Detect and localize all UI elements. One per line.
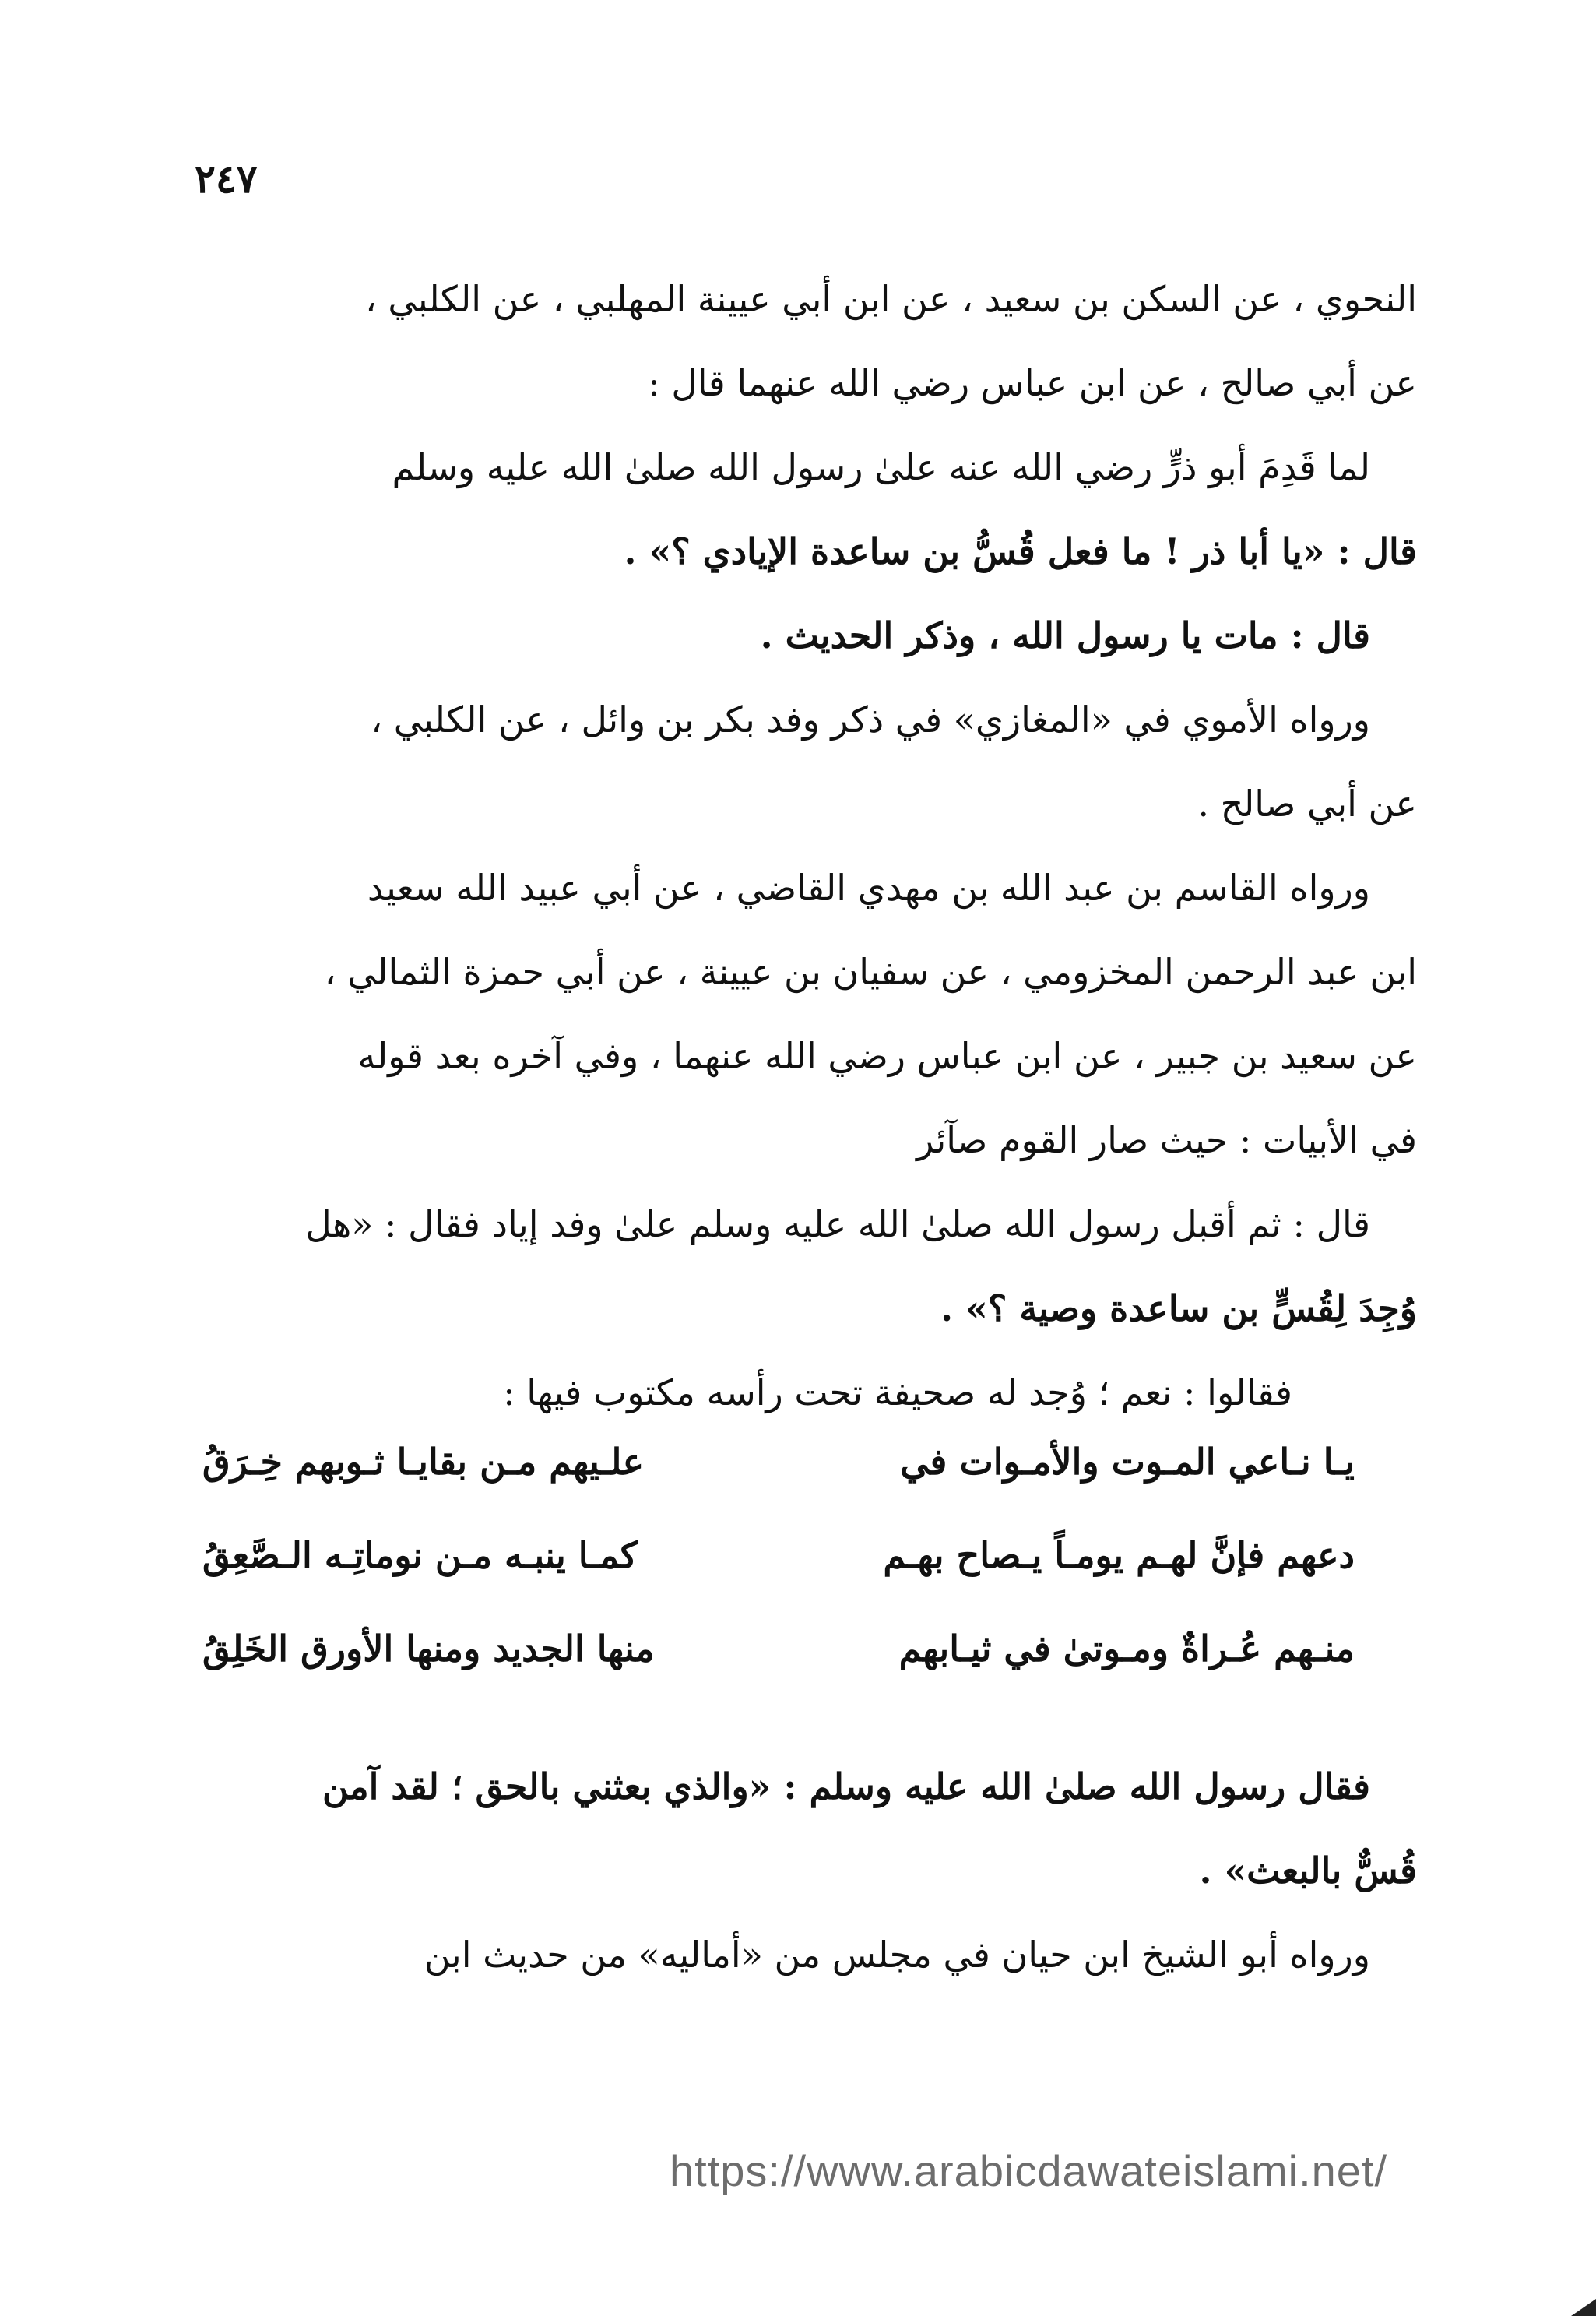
verse-first-hemistich: منـهم عُـراةٌ ومـوتىٰ في ثيـابهم xyxy=(898,1628,1355,1670)
verse-second-hemistich: منها الجديد ومنها الأورق الخَلِقُ xyxy=(202,1628,655,1670)
text-line: فقال رسول الله صلىٰ الله عليه وسلم : «والذي بعثني بالحق ؛ لقد آمن xyxy=(322,1765,1370,1807)
poem-verse xyxy=(202,1441,1417,1534)
text-line: لما قَدِمَ أبو ذرٍّ رضي الله عنه علىٰ رسول الله صلىٰ الله عليه وسلم xyxy=(392,446,1370,488)
closing-text xyxy=(171,1744,1417,1997)
poem-verse xyxy=(202,1534,1417,1628)
main-text xyxy=(195,257,1417,1434)
page-number: ٢٤٧ xyxy=(195,156,258,202)
text-line: ورواه القاسم بن عبد الله بن مهدي القاضي ، عن أبي عبيد الله سعيد xyxy=(367,867,1370,909)
poem-verse xyxy=(202,1628,1417,1721)
text-line: ابن عبد الرحمن المخزومي ، عن سفيان بن عيينة ، عن أبي حمزة الثمالي ، xyxy=(324,951,1417,993)
text-line: في الأبيات : حيث صار القوم صآئر xyxy=(916,1119,1417,1161)
watermark-url: https://www.arabicdawateislami.net/ xyxy=(670,2146,1388,2195)
text-line: ورواه الأموي في «المغازي» في ذكر وفد بكر بن وائل ، عن الكلبي ، xyxy=(371,699,1370,741)
text-line: وُجِدَ لِقُسٍّ بن ساعدة وصية ؟» . xyxy=(940,1287,1417,1329)
text-line: عن أبي صالح . xyxy=(1197,783,1417,825)
text-line: قال : «يا أبا ذر ! ما فعل قُسُّ بن ساعدة الإيادي ؟» . xyxy=(624,530,1417,572)
verse-first-hemistich: دعهم فإنَّ لهـم يومـاً يـصاح بهـم xyxy=(883,1534,1355,1576)
text-line: عن أبي صالح ، عن ابن عباس رضي الله عنهما قال : xyxy=(648,362,1417,404)
verse-first-hemistich: يـا نـاعي المـوت والأمـوات في xyxy=(900,1441,1355,1483)
text-line: قُسٌّ بالبعث» . xyxy=(1199,1850,1417,1892)
text-line: قال : ثم أقبل رسول الله صلىٰ الله عليه وسلم علىٰ وفد إياد فقال : «هل xyxy=(305,1203,1370,1245)
verse-second-hemistich: كمـا ينبـه مـن نوماتِـه الـصَّعِقُ xyxy=(202,1534,638,1576)
text-line: قال : مات يا رسول الله ، وذكر الحديث . xyxy=(760,614,1370,656)
text-line: عن سعيد بن جبير ، عن ابن عباس رضي الله عنهما ، وفي آخره بعد قوله xyxy=(357,1035,1417,1077)
poem xyxy=(202,1441,1417,1737)
verse-second-hemistich: علـيهم مـن بقايـا ثـوبهم خِـرَقُ xyxy=(202,1441,645,1483)
text-line: ورواه أبو الشيخ ابن حيان في مجلس من «أماليه» من حديث ابن xyxy=(424,1934,1370,1976)
text-line: فقالوا : نعم ؛ وُجد له صحيفة تحت رأسه مكتوب فيها : xyxy=(503,1371,1292,1413)
page-corner-mark xyxy=(1565,2285,1596,2316)
text-line: النحوي ، عن السكن بن سعيد ، عن ابن أبي عيينة المهلبي ، عن الكلبي ، xyxy=(364,278,1417,320)
